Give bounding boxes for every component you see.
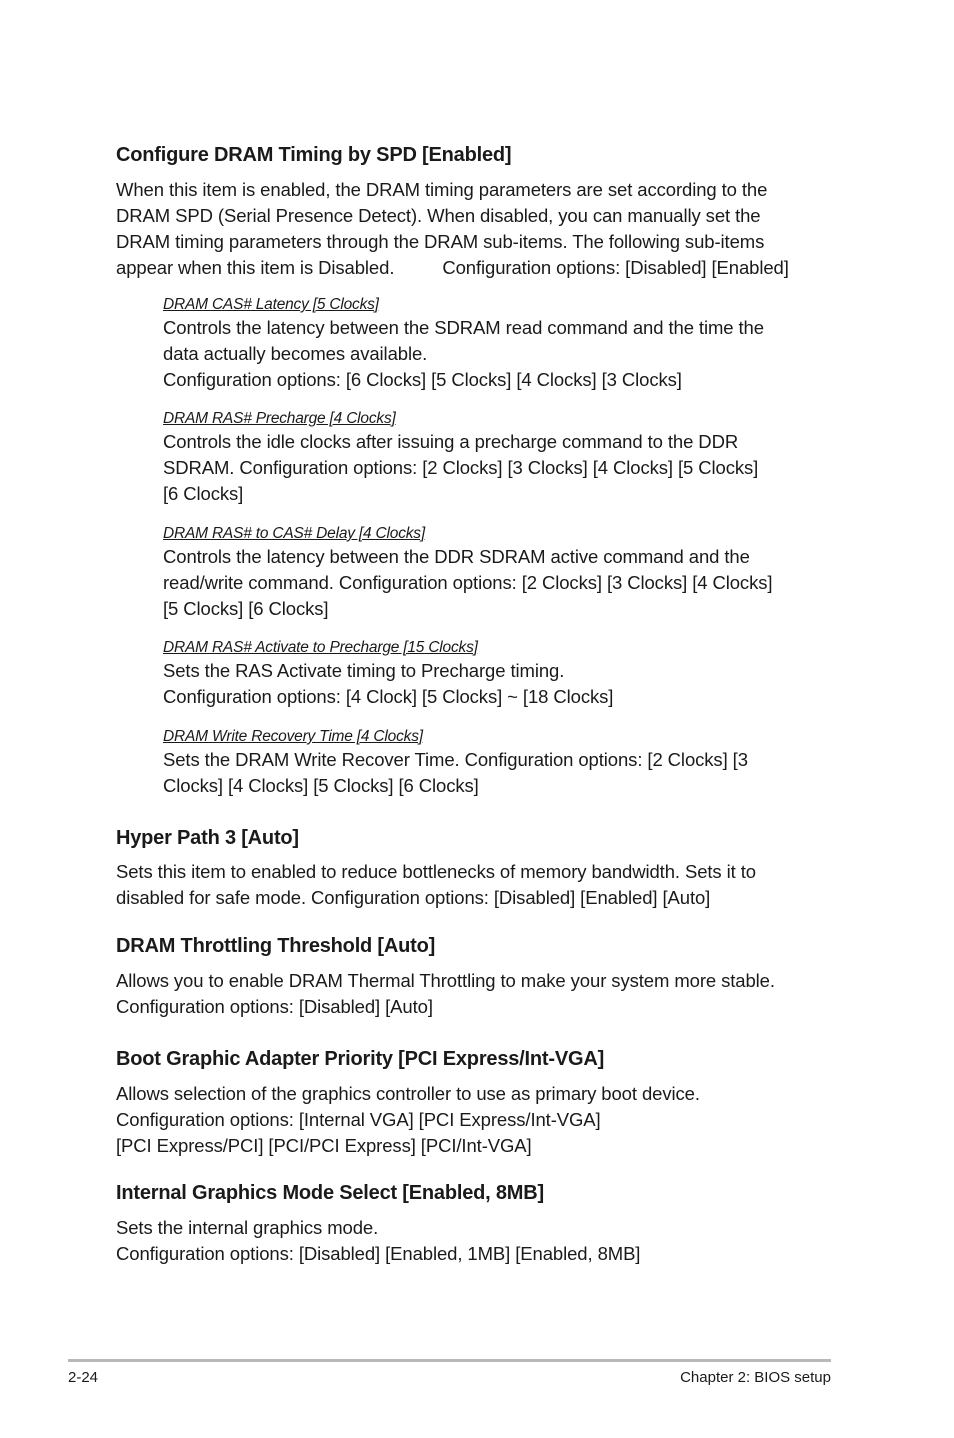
subitem-title: DRAM RAS# to CAS# Delay [4 Clocks] (163, 525, 425, 542)
body-line: disabled for safe mode. Configuration options: [Disabled] [Enabled] [Auto] (116, 887, 711, 908)
body-line: Allows you to enable DRAM Thermal Throttling to make your system more stable. (116, 970, 775, 991)
subitem-write-recovery (163, 727, 843, 799)
section-body-boot-graphic (116, 1081, 846, 1159)
config-options: Configuration options: [Disabled] [Enabled] (442, 257, 789, 278)
section-body-dram-timing (116, 177, 846, 281)
section-heading-boot-graphic: Boot Graphic Adapter Priority [PCI Express/Int-VGA] (116, 1048, 605, 1070)
subitem-ras-to-cas (163, 524, 843, 622)
subitem-line: [5 Clocks] [6 Clocks] (163, 598, 329, 619)
section-heading-internal-graphics: Internal Graphics Mode Select [Enabled, 8MB] (116, 1182, 544, 1204)
body-line: Allows selection of the graphics controller to use as primary boot device. (116, 1083, 700, 1104)
subitem-line: data actually becomes available. (163, 343, 428, 364)
footer-divider (68, 1359, 831, 1362)
section-body-throttling (116, 968, 846, 1020)
subitem-title: DRAM RAS# Precharge [4 Clocks] (163, 410, 396, 427)
section-heading-throttling: DRAM Throttling Threshold [Auto] (116, 935, 436, 957)
body-line: Configuration options: [Disabled] [Enabled, 1MB] [Enabled, 8MB] (116, 1243, 641, 1264)
section-body-internal-graphics (116, 1215, 846, 1267)
body-line: Sets this item to enabled to reduce bottlenecks of memory bandwidth. Sets it to (116, 861, 756, 882)
subitem-line: Controls the latency between the DDR SDRAM active command and the (163, 546, 750, 567)
subitem-activate-precharge (163, 638, 843, 710)
subitem-line: Configuration options: [4 Clock] [5 Clocks] ~ [18 Clocks] (163, 686, 614, 707)
subitem-title: DRAM CAS# Latency [5 Clocks] (163, 296, 379, 313)
subitem-title: DRAM Write Recovery Time [4 Clocks] (163, 728, 423, 745)
subitem-line: Controls the idle clocks after issuing a precharge command to the DDR (163, 431, 739, 452)
subitem-line: read/write command. Configuration options: [2 Clocks] [3 Clocks] [4 Clocks] (163, 572, 773, 593)
body-line: DRAM timing parameters through the DRAM sub-items. The following sub-items (116, 231, 765, 252)
subitem-ras-precharge (163, 409, 843, 507)
subitem-cas-latency (163, 295, 843, 393)
section-body-hyper-path (116, 859, 846, 911)
body-line: Sets the internal graphics mode. (116, 1217, 379, 1238)
subitem-line: Clocks] [4 Clocks] [5 Clocks] [6 Clocks] (163, 775, 479, 796)
subitem-line: Configuration options: [6 Clocks] [5 Clocks] [4 Clocks] [3 Clocks] (163, 369, 682, 390)
body-line: DRAM SPD (Serial Presence Detect). When disabled, you can manually set the (116, 205, 761, 226)
body-line (116, 255, 846, 281)
body-line: Configuration options: [Disabled] [Auto] (116, 996, 433, 1017)
section-heading-dram-timing: Configure DRAM Timing by SPD [Enabled] (116, 144, 512, 166)
page-number: 2-24 (68, 1369, 99, 1386)
subitem-line: Controls the latency between the SDRAM read command and the time the (163, 317, 764, 338)
subitem-line: Sets the RAS Activate timing to Precharge timing. (163, 660, 565, 681)
subitem-line: SDRAM. Configuration options: [2 Clocks] [3 Clocks] [4 Clocks] [5 Clocks] (163, 457, 759, 478)
body-line-part: appear when this item is Disabled. (116, 257, 395, 278)
section-heading-hyper-path: Hyper Path 3 [Auto] (116, 827, 299, 849)
body-line: [PCI Express/PCI] [PCI/PCI Express] [PCI/Int-VGA] (116, 1135, 532, 1156)
body-line: When this item is enabled, the DRAM timing parameters are set according to the (116, 179, 768, 200)
subitem-line: Sets the DRAM Write Recover Time. Configuration options: [2 Clocks] [3 (163, 749, 748, 770)
subitem-line: [6 Clocks] (163, 483, 244, 504)
chapter-title: Chapter 2: BIOS setup (680, 1369, 831, 1386)
body-line: Configuration options: [Internal VGA] [PCI Express/Int-VGA] (116, 1109, 601, 1130)
subitem-title: DRAM RAS# Activate to Precharge [15 Clocks] (163, 639, 478, 656)
